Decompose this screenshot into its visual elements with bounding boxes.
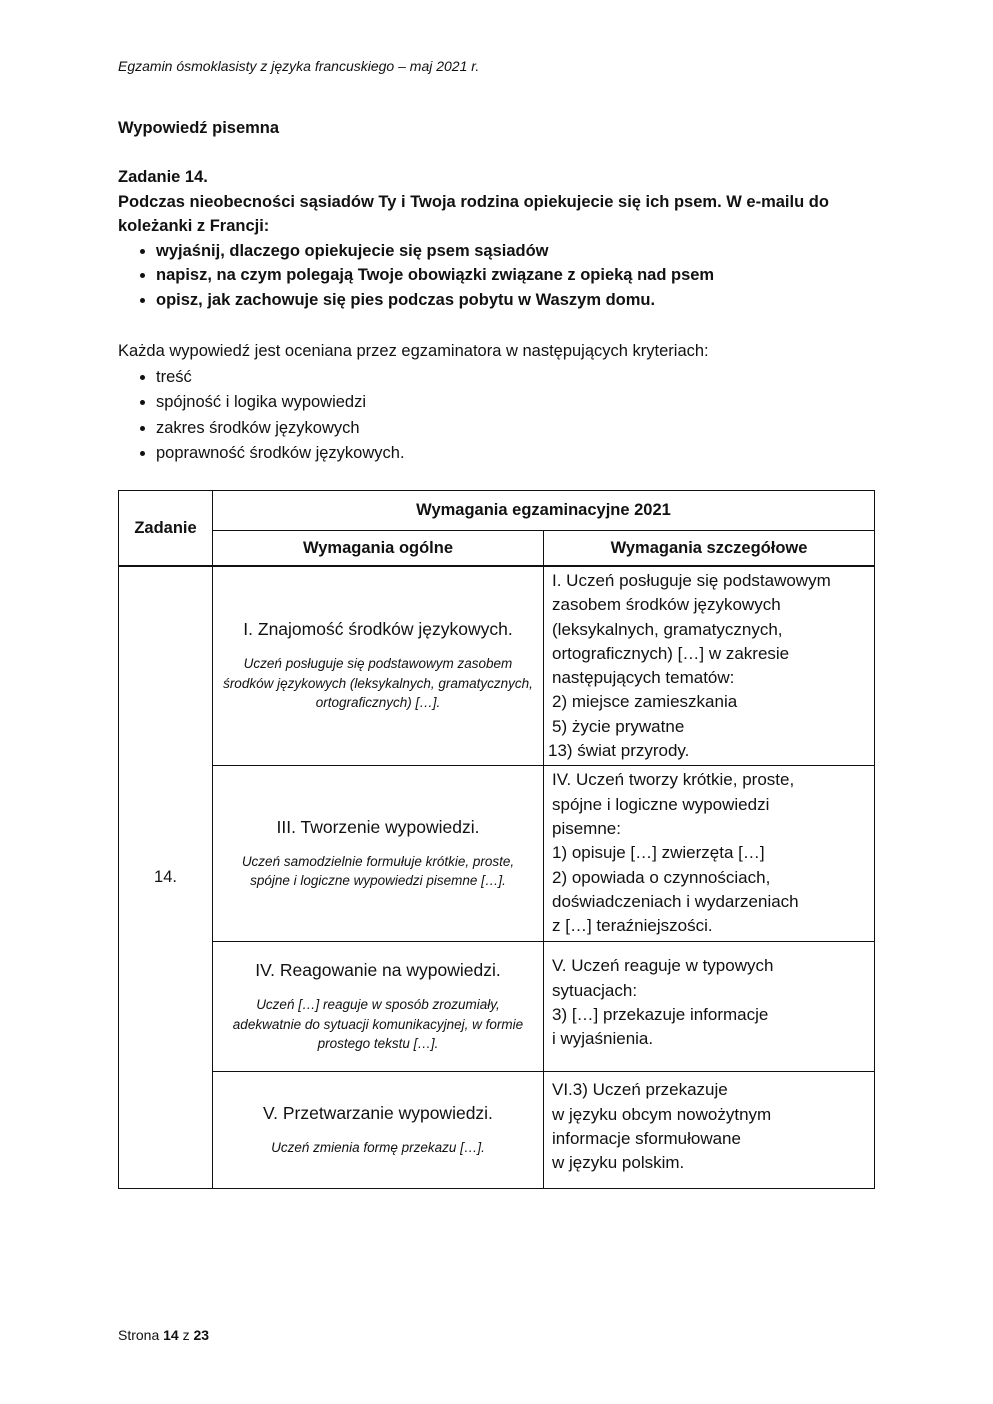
general-cell bbox=[213, 1072, 544, 1189]
general-desc: Uczeń zmienia formę przekazu […]. bbox=[271, 1140, 485, 1156]
detailed-line: zasobem środków językowych bbox=[552, 595, 781, 615]
criteria-item: • poprawność środków językowych. bbox=[156, 441, 888, 467]
detailed-line: IV. Uczeń tworzy krótkie, proste, bbox=[552, 770, 795, 790]
detailed-line: 13) świat przyrody. bbox=[548, 741, 690, 761]
task-bullet: • wyjaśnij, dlaczego opiekujecie się psem sąsiadów bbox=[156, 239, 888, 264]
detailed-line: w języku obcym nowożytnym bbox=[552, 1104, 772, 1124]
detailed-line: pisemne: bbox=[552, 818, 621, 838]
page-footer bbox=[118, 1327, 209, 1343]
general-desc: Uczeń […] reaguje w sposób zrozumiały, adekwatnie do sytuacji komunikacyjnej, w formie prostego tekstu […]. bbox=[232, 997, 524, 1052]
header-detailed: Wymagania szczegółowe bbox=[544, 531, 875, 567]
running-header: Egzamin ósmoklasisty z języka francuskiego – maj 2021 r. bbox=[118, 58, 480, 74]
general-cell bbox=[213, 566, 544, 766]
detailed-line: (leksykalnych, gramatycznych, bbox=[552, 619, 783, 639]
detailed-line: 2) opowiada o czynnościach, bbox=[552, 867, 771, 887]
general-title: I. Znajomość środków językowych. bbox=[243, 619, 513, 640]
page-label: Strona bbox=[118, 1327, 160, 1343]
general-title: III. Tworzenie wypowiedzi. bbox=[276, 816, 480, 837]
header-task: Zadanie bbox=[119, 491, 213, 567]
detailed-line: spójne i logiczne wypowiedzi bbox=[552, 794, 770, 814]
table-header-row bbox=[119, 491, 875, 531]
detailed-cell bbox=[544, 942, 875, 1072]
task-bullet: • opisz, jak zachowuje się pies podczas pobytu w Waszym domu. bbox=[156, 288, 888, 313]
general-cell bbox=[213, 942, 544, 1072]
general-title: V. Przetwarzanie wypowiedzi. bbox=[263, 1103, 493, 1124]
general-desc: Uczeń samodzielnie formułuje krótkie, proste, spójne i logiczne wypowiedzi pisemne […]. bbox=[241, 853, 515, 889]
table-row bbox=[119, 942, 875, 1072]
task-number-cell: 14. bbox=[119, 566, 213, 1189]
detailed-line: następujących tematów: bbox=[552, 668, 735, 688]
task-instruction: Podczas nieobecności sąsiadów Ty i Twoja rodzina opiekujecie się ich psem. W e-mailu do koleżanki z Francji: bbox=[118, 192, 829, 235]
criteria-block bbox=[118, 339, 888, 467]
task-bullet-list bbox=[118, 239, 888, 313]
detailed-line: doświadczeniach i wydarzeniach bbox=[552, 891, 799, 911]
table-row bbox=[119, 766, 875, 942]
detailed-line: I. Uczeń posługuje się podstawowym bbox=[552, 571, 831, 590]
detailed-line: 2) miejsce zamieszkania bbox=[552, 692, 738, 712]
table-row bbox=[119, 566, 875, 766]
detailed-line: informacje sformułowane bbox=[552, 1128, 741, 1148]
detailed-line: 1) opisuje […] zwierzęta […] bbox=[552, 843, 765, 863]
header-group: Wymagania egzaminacyjne 2021 bbox=[213, 491, 875, 531]
task-bullet: • napisz, na czym polegają Twoje obowiązki związane z opieką nad psem bbox=[156, 263, 888, 288]
criteria-intro: Każda wypowiedź jest oceniana przez egzaminatora w następujących kryteriach: bbox=[118, 342, 709, 360]
detailed-line: V. Uczeń reaguje w typowych bbox=[552, 956, 774, 976]
general-desc: Uczeń posługuje się podstawowym zasobem środków językowych (leksykalnych, gramatycznych, ortograficznych) […]. bbox=[223, 656, 533, 711]
general-cell bbox=[213, 766, 544, 942]
detailed-line: w języku polskim. bbox=[552, 1153, 685, 1173]
criteria-list bbox=[118, 365, 888, 467]
section-title: Wypowiedź pisemna bbox=[118, 119, 280, 137]
general-title: IV. Reagowanie na wypowiedzi. bbox=[255, 960, 501, 981]
criteria-item: • treść bbox=[156, 365, 888, 391]
detailed-line: z […] teraźniejszości. bbox=[552, 916, 713, 936]
criteria-item: • zakres środków językowych bbox=[156, 416, 888, 442]
task-label: Zadanie 14. bbox=[118, 168, 208, 186]
detailed-cell bbox=[544, 766, 875, 942]
header-general: Wymagania ogólne bbox=[213, 531, 544, 567]
page-current: 14 bbox=[163, 1327, 179, 1343]
detailed-line: ortograficznych) […] w zakresie bbox=[552, 643, 790, 663]
page-total: 23 bbox=[193, 1327, 210, 1343]
detailed-cell bbox=[544, 566, 875, 766]
task-block bbox=[118, 165, 888, 312]
detailed-line: 3) […] przekazuje informacje bbox=[552, 1004, 769, 1024]
detailed-line: i wyjaśnienia. bbox=[552, 1029, 654, 1049]
criteria-item: • spójność i logika wypowiedzi bbox=[156, 390, 888, 416]
table-subheader-row bbox=[119, 531, 875, 567]
detailed-cell bbox=[544, 1072, 875, 1189]
detailed-line: sytuacjach: bbox=[552, 980, 638, 1000]
detailed-line: VI.3) Uczeń przekazuje bbox=[552, 1080, 728, 1100]
detailed-line: 5) życie prywatne bbox=[552, 716, 685, 736]
requirements-table bbox=[118, 490, 875, 1189]
page-separator: z bbox=[182, 1327, 190, 1343]
table-row bbox=[119, 1072, 875, 1189]
